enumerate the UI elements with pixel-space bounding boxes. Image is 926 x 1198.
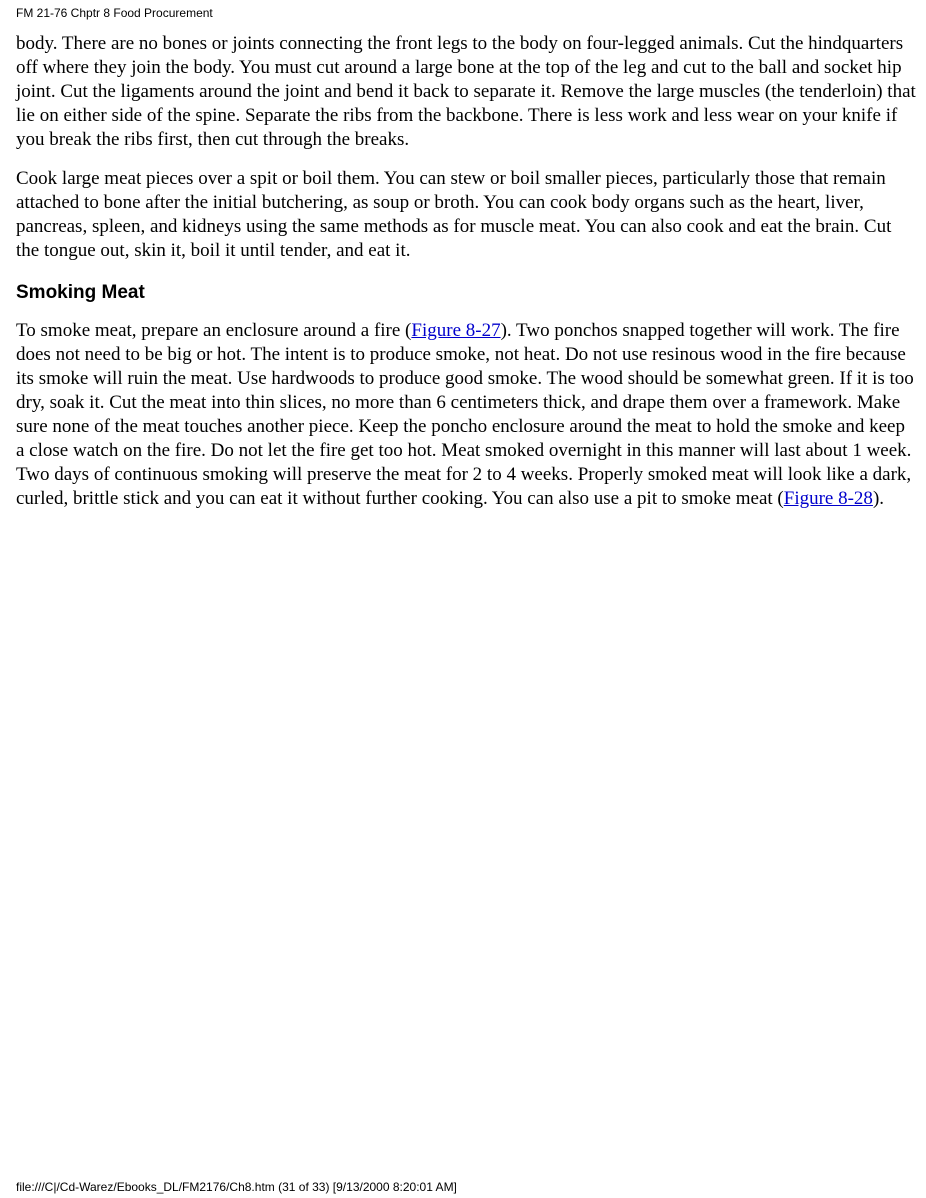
figure-8-28-link[interactable]: Figure 8-28 — [783, 488, 873, 509]
document-body — [16, 32, 916, 526]
smoking-text-end: ). — [872, 488, 885, 509]
smoking-text-start: To smoke meat, prepare an enclosure around a fire ( — [16, 320, 412, 341]
figure-8-27-link[interactable]: Figure 8-27 — [411, 320, 501, 341]
smoking-text-middle: ). Two ponchos snapped together will work. The fire does not need to be big or hot. The intent is to produce smoke, not heat. Do not use resinous wood in the fire because its smoke will ruin the meat. Use hardwoods to produce good smoke. The wood should be somewhat green. If it is too dry, soak it. Cut the meat into thin slices, no more than 6 centimeters thick, and drape them over a framework. Make sure none of the meat touches another piece. Keep the poncho enclosure around the meat to hold the smoke and keep a close watch on the fire. Do not let the fire get too hot. Meat smoked overnight in this manner will last about 1 week. Two days of continuous smoking will preserve the meat for 2 to 4 weeks. Properly smoked meat will look like a dark, curled, brittle stick and you can eat it without further cooking. You can also use a pit to smoke meat ( — [16, 320, 914, 509]
paragraph-smoking — [16, 319, 916, 511]
footer-source-line: file:///C|/Cd-Warez/Ebooks_DL/FM2176/Ch8.htm (31 of 33) [9/13/2000 8:20:01 AM] — [16, 1180, 457, 1194]
running-title: FM 21-76 Chptr 8 Food Procurement — [16, 6, 213, 20]
section-heading-smoking-meat: Smoking Meat — [16, 282, 145, 303]
paragraph-butchering: body. There are no bones or joints connecting the front legs to the body on four-legged animals. Cut the hindquarters off where they join the body. You must cut around a large bone at the top of the leg and cut to the ball and socket hip joint. Cut the ligaments around the joint and bend it back to separate it. Remove the large muscles (the tenderloin) that lie on either side of the spine. Separate the ribs from the backbone. There is less work and less wear on your knife if you break the ribs first, then cut through the breaks. — [16, 33, 916, 150]
page-footer — [16, 1180, 457, 1194]
paragraph-cooking: Cook large meat pieces over a spit or boil them. You can stew or boil smaller pieces, particularly those that remain attached to bone after the initial butchering, as soup or broth. You can cook body organs such as the heart, liver, pancreas, spleen, and kidneys using the same methods as for muscle meat. You can also cook and eat the brain. Cut the tongue out, skin it, boil it until tender, and eat it. — [16, 168, 892, 261]
running-header — [16, 6, 213, 20]
